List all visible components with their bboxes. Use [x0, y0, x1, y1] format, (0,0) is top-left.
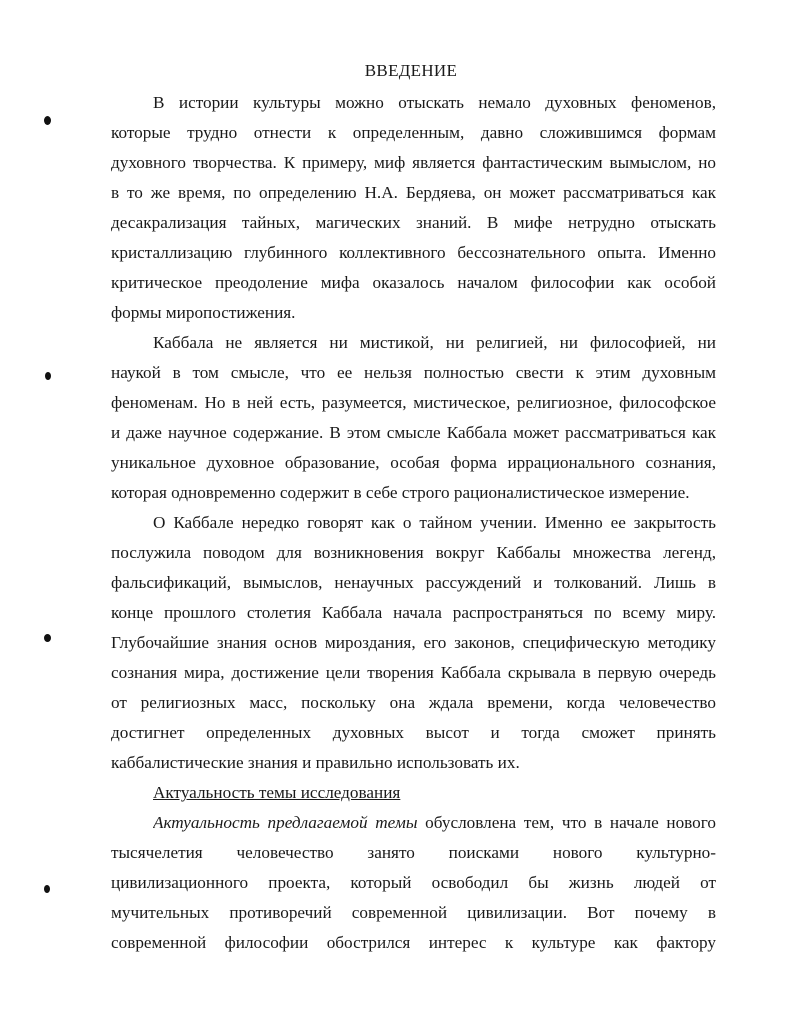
paragraph-1-line-2: которые трудно отнести к определенным, давно сложившимся формам — [111, 123, 716, 142]
scan-mark-2 — [45, 372, 51, 380]
paragraph-3-line-8: достигнет определенных духовных высот и тогда сможет принять — [111, 723, 716, 742]
paragraph-1-line-6: кристаллизацию глубинного коллективного бессознательного опыта. Именно — [111, 243, 716, 262]
paragraph-4-line-3: цивилизационного проекта, который освободил бы жизнь людей от — [111, 873, 716, 892]
paragraph-4-lead-rest: обусловлена тем, что в начале нового — [417, 813, 716, 832]
paragraph-1-line-3: духовного творчества. К примеру, миф является фантастическим вымыслом, но — [111, 153, 716, 172]
paragraph-3-line-3: фальсификаций, вымыслов, ненаучных рассуждений и толкований. Лишь в — [111, 573, 716, 592]
section-heading-text: Актуальность темы исследования — [153, 783, 401, 802]
paragraph-4-line-5: современной философии обострился интерес к культуре как фактору — [111, 933, 716, 952]
paragraph-2-line-4: и даже научное содержание. В этом смысле Каббала может рассматриваться как — [111, 423, 716, 442]
scan-mark-4 — [44, 885, 50, 893]
paragraph-4-line-2: тысячелетия человечество занято поисками нового культурно- — [111, 843, 716, 862]
paragraph-2-line-1: Каббала не является ни мистикой, ни религией, ни философией, ни — [153, 333, 716, 352]
paragraph-1-line-1: В истории культуры можно отыскать немало духовных феноменов, — [153, 93, 716, 112]
paragraph-3-line-1: О Каббале нередко говорят как о тайном учении. Именно ее закрытость — [153, 513, 716, 532]
paragraph-2-line-3: феноменам. Но в ней есть, разумеется, мистическое, религиозное, философское — [111, 393, 716, 412]
paragraph-2-line-2: наукой в том смысле, что ее нельзя полностью свести к этим духовным — [111, 363, 716, 382]
paragraph-3-line-7: от религиозных масс, поскольку она ждала времени, когда человечество — [111, 693, 716, 712]
paragraph-3-line-5: Глубочайшие знания основ мироздания, его законов, специфическую методику — [111, 633, 716, 652]
paragraph-3-line-9: каббалистические знания и правильно использовать их. — [111, 753, 520, 772]
scan-mark-1 — [44, 116, 51, 125]
paragraph-1-line-5: десакрализация тайных, магических знаний. В мифе нетрудно отыскать — [111, 213, 716, 232]
paragraph-3-line-4: конце прошлого столетия Каббала начала распространяться по всему миру. — [111, 603, 716, 622]
paragraph-4-line-4: мучительных противоречий современной цивилизации. Вот почему в — [111, 903, 716, 922]
section-heading — [153, 778, 716, 808]
paragraph-4-lead-italic: Актуальность предлагаемой темы — [153, 813, 418, 832]
paragraph-1-line-7: критическое преодоление мифа оказалось началом философии как особой — [111, 273, 716, 292]
paragraph-1-line-4: в то же время, по определению Н.А. Бердяева, он может рассматриваться как — [111, 183, 716, 202]
paragraph-3-line-6: сознания мира, достижение цели творения Каббала скрывала в первую очередь — [111, 663, 716, 682]
paragraph-4-line-1 — [153, 808, 716, 838]
scan-mark-3 — [44, 634, 51, 642]
page-title: ВВЕДЕНИЕ — [364, 61, 458, 80]
paragraph-1-line-8: формы миропостижения. — [111, 303, 296, 322]
paragraph-2-line-6: которая одновременно содержит в себе строго рационалистическое измерение. — [111, 483, 690, 502]
paragraph-3-line-2: послужила поводом для возникновения вокруг Каббалы множества легенд, — [111, 543, 716, 562]
paragraph-2-line-5: уникальное духовное образование, особая форма иррационального сознания, — [111, 453, 716, 472]
